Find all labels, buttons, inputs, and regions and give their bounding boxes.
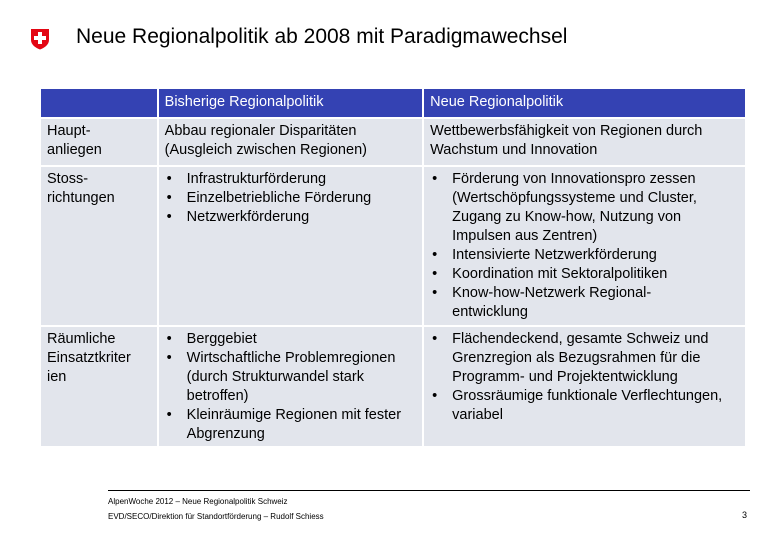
list-item: • Netzwerkförderung	[165, 208, 417, 227]
list-item: • Förderung von Innovationspro zessen (Wertschöpfungssysteme und Cluster, Zugang zu Know-how, Nutzung von Impulsen aus Zentren)	[430, 170, 739, 246]
old-policy-cell	[159, 327, 423, 446]
table-row	[41, 327, 745, 446]
list-item: • Know-how-Netzwerk Regional- entwicklung	[430, 284, 739, 322]
list-item: • Flächendeckend, gesamte Schweiz und Grenzregion als Bezugsrahmen für die Programm- und Projektentwicklung	[430, 330, 739, 387]
list-item: • Grossräumige funktionale Verflechtungen, variabel	[430, 387, 739, 425]
list-item: • Wirtschaftliche Problemregionen (durch Strukturwandel stark betroffen)	[165, 349, 417, 406]
row-label-display: Räumliche Einsatztkriter ien	[47, 331, 131, 385]
old-policy-cell	[159, 167, 423, 325]
row-label-display: Stoss- richtungen	[47, 171, 115, 206]
old-policy-cell: Abbau regionaler Disparitäten (Ausgleich zwischen Regionen)	[159, 119, 423, 165]
header-new-policy: Neue Regionalpolitik	[424, 89, 745, 117]
row-label	[41, 167, 157, 325]
list-item: • Infrastrukturförderung	[165, 170, 417, 189]
row-label	[41, 119, 157, 165]
row-label-display: Haupt- anliegen	[47, 123, 102, 158]
table-row	[41, 167, 745, 325]
new-policy-cell: Wettbewerbsfähigkeit von Regionen durch Wachstum und Innovation	[424, 119, 745, 165]
header-old-policy: Bisherige Regionalpolitik	[159, 89, 423, 117]
table-header-row	[41, 89, 745, 117]
row-label	[41, 327, 157, 446]
list-item: • Koordination mit Sektoralpolitiken	[430, 265, 739, 284]
swiss-cross-icon	[29, 28, 51, 50]
table-row	[41, 119, 745, 165]
page-number: 3	[742, 510, 748, 520]
comparison-table	[39, 87, 747, 448]
footer-divider	[108, 490, 750, 491]
new-policy-cell	[424, 327, 745, 446]
footer-event: AlpenWoche 2012 – Neue Regionalpolitik Schweiz	[108, 497, 288, 506]
new-policy-cell	[424, 167, 745, 325]
footer-author: EVD/SECO/Direktion für Standortförderung – Rudolf Schiess	[108, 512, 324, 521]
page-title: Neue Regionalpolitik ab 2008 mit Paradigmawechsel	[76, 25, 568, 48]
list-item: • Intensivierte Netzwerkförderung	[430, 246, 739, 265]
header-blank-cell	[41, 89, 157, 117]
list-item: • Kleinräumige Regionen mit fester Abgrenzung	[165, 406, 417, 444]
list-item: • Einzelbetriebliche Förderung	[165, 189, 417, 208]
list-item: • Berggebiet	[165, 330, 417, 349]
